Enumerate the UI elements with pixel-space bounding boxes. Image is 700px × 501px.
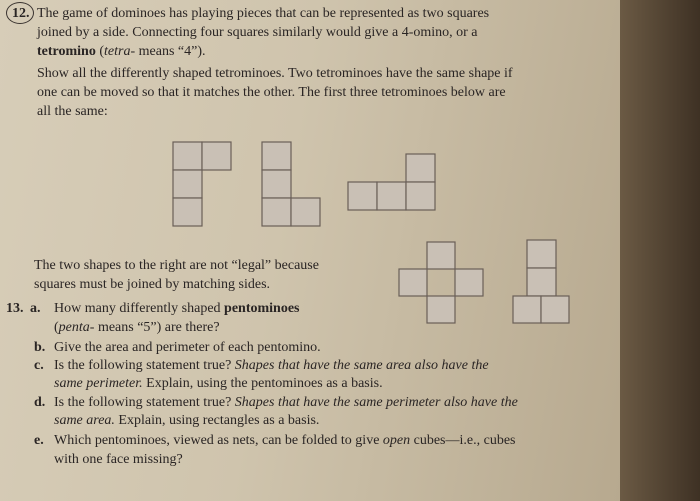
part-a-text: How many differently shaped [54, 301, 225, 316]
not-legal-line-2: squares must be joined by matching sides. [34, 277, 271, 292]
part-a-line-2 [54, 318, 220, 337]
part-e-line-1 [54, 431, 515, 450]
part-d-label: d. [34, 395, 46, 410]
tetra-prefix: tetra- [104, 44, 136, 59]
problem-12-line-1: The game of dominoes has playing pieces that can be represented as two squares [37, 6, 490, 21]
penta-open-paren: ( [54, 320, 59, 335]
part-d-line-1 [54, 393, 518, 412]
part-d-explain: Explain, using rectangles as a basis. [114, 413, 320, 428]
part-b-label: b. [34, 340, 46, 355]
part-d-statement-end: same area. [54, 413, 115, 428]
problem-12-line-5: one can be moved so that it matches the other. The first three tetrominoes below are [37, 85, 506, 100]
problem-12-line-6: all the same: [37, 104, 108, 119]
part-d-statement: Shapes that have the same perimeter also have the [234, 395, 518, 410]
part-e-label: e. [34, 433, 44, 448]
part-c-explain: Explain, using the pentominoes as a basis. [142, 376, 383, 391]
illegal-shape-1 [399, 242, 483, 323]
part-b-text: Give the area and perimeter of each pentomino. [54, 340, 321, 355]
penta-prefix: penta- [58, 320, 95, 335]
not-legal-line-1: The two shapes to the right are not “legal” because [34, 258, 319, 273]
part-c-question: Is the following statement true? [54, 358, 235, 373]
part-c-statement-end: same perimeter. [54, 376, 143, 391]
part-c-label: c. [34, 358, 44, 373]
tetromino-shape-2 [262, 142, 320, 226]
part-c-line-2 [54, 374, 383, 393]
open-term: open [382, 433, 411, 448]
tetromino-term: tetromino [37, 44, 96, 59]
tetromino-shape-3 [348, 154, 435, 210]
part-d-question: Is the following statement true? [54, 395, 235, 410]
problem-12-line-4: Show all the differently shaped tetrominoes. Two tetrominoes have the same shape if [37, 66, 513, 81]
problem-12-number: 12. [12, 6, 30, 21]
problem-12-line-2: joined by a side. Connecting four squares similarly would give a 4-omino, or a [37, 25, 478, 40]
part-c-line-1 [54, 356, 489, 375]
part-a-label: a. [30, 301, 41, 316]
tetromino-shape-1 [173, 142, 231, 226]
pentominoes-term: pentominoes [224, 301, 300, 316]
part-a-line-1 [54, 299, 299, 318]
illegal-shape-2 [513, 240, 569, 323]
problem-13-number: 13. [6, 301, 24, 316]
part-e-question: Which pentominoes, viewed as nets, can be folded to give [54, 433, 383, 448]
tetra-meaning: means “4”). [135, 44, 206, 59]
part-c-statement: Shapes that have the same area also have the [234, 358, 489, 373]
part-e-question-cont: cubes—i.e., cubes [410, 433, 516, 448]
part-e-line-2: with one face missing? [54, 452, 183, 467]
penta-meaning: means “5”) are there? [94, 320, 220, 335]
part-d-line-2 [54, 411, 319, 430]
tetra-open-paren: ( [95, 44, 105, 59]
